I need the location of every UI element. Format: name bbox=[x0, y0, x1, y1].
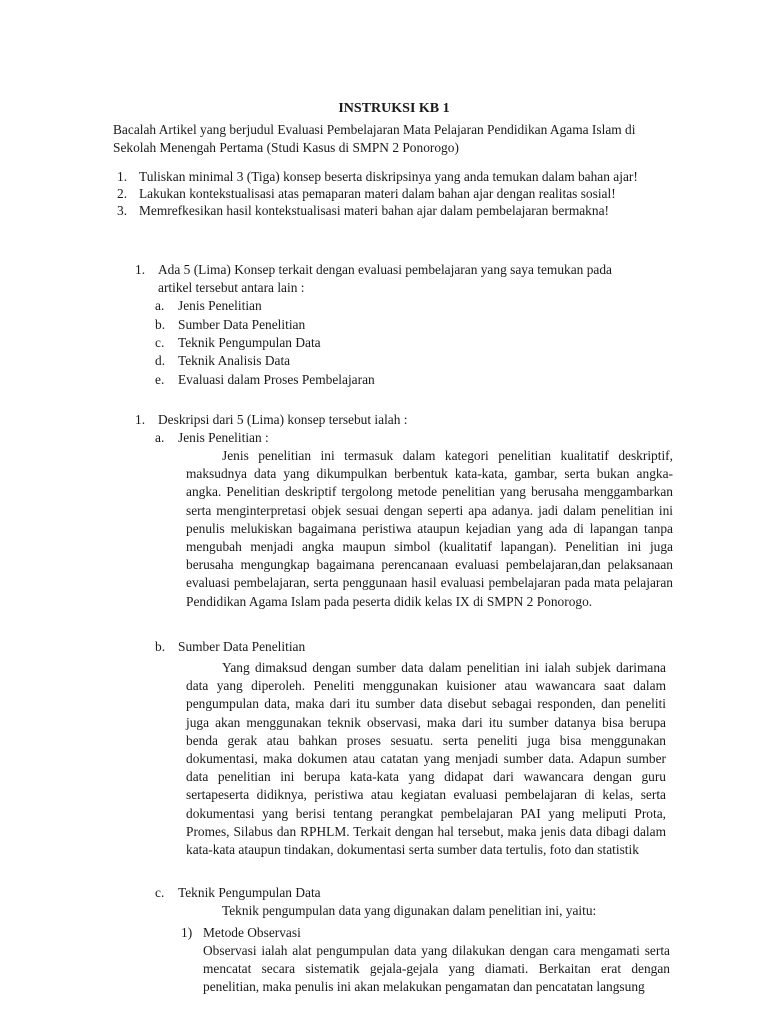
list-letter: e. bbox=[155, 372, 165, 387]
list-letter: b. bbox=[155, 317, 166, 332]
instruction-text: Memrefkesikan hasil kontekstualisasi materi bahan ajar dalam pembelajaran bermakna! bbox=[139, 203, 609, 218]
subsection-label: Jenis Penelitian : bbox=[178, 430, 269, 445]
subsection-label: Sumber Data Penelitian bbox=[178, 639, 306, 654]
section-heading: Deskripsi dari 5 (Lima) konsep tersebut ialah : bbox=[158, 412, 408, 427]
jenis-penelitian-paragraph: Jenis penelitian ini termasuk dalam kategori penelitian kualitatif deskriptif, maksudnya data yang dikumpulkan berbentuk kata-kata, gambar, serta bukan angka-angka. Penelitian deskriptif tergolong metode penelitian yang berusaha menggambarkan serta menginterpretasi objek sesuai dengan seperti apa adanya. jadi dalam penelitian ini penulis melukiskan bagaimana peristiwa ataupun kejadian yang ada di lapangan tanpa mengubah menjadi angka maupun simbol (kualitatif lapangan). Penelitian ini juga berusaha mengungkap bagaimana perencanaan evaluasi pembelajaran,dan pelaksanaan evaluasi pembelajaran, serta penggunaan hasil evaluasi pembelajaran pada mata pelajaran Pendidikan Agama Islam pada peserta didik kelas IX di SMPN 2 Ponorogo. bbox=[186, 448, 673, 609]
list-letter: c. bbox=[155, 885, 165, 900]
answer-number: 1. bbox=[135, 262, 146, 277]
sumber-data-paragraph: Yang dimaksud dengan sumber data dalam penelitian ini ialah subjek darimana data yang diperoleh. Peneliti menggunakan kuisioner atau wawancara saat dalam pengumpulan data, maka dari itu sumber data disebut sebagai responden, dan peneliti juga akan menggunakan teknik observasi, maka dari itu sumber datanya bisa berupa benda gerak atau bahkan proses sesuatu. serta peneliti juga bisa menggunakan dokumentasi, maka dokumen atau catatan yang menjadi sumber data. Adapun sumber data penelitian ini berupa kata-kata yang didapat dari wawancara dengan guru sertapeserta didiknya, peristiwa atau kegiatan evaluasi pembelajaran di kelas, serta dokumentasi yang berisi tentang perangkat pembelajaran PAI yang meliputi Prota, Promes, Silabus dan RPHLM. Terkait dengan hal tersebut, maka jenis data dibagi dalam kata-kata ataupun tindakan, dokumentasi serta sumber data tertulis, foto dan statistik bbox=[186, 660, 666, 858]
answer-text-line: Ada 5 (Lima) Konsep terkait dengan evaluasi pembelajaran yang saya temukan pada bbox=[158, 262, 612, 277]
instruction-number: 1. bbox=[117, 169, 128, 184]
answer-number: 1. bbox=[135, 412, 146, 427]
instruction-number: 3. bbox=[117, 203, 128, 218]
list-letter: d. bbox=[155, 353, 166, 368]
instruction-number: 2. bbox=[117, 186, 128, 201]
instruction-text: Lakukan kontekstualisasi atas pemaparan materi dalam bahan ajar dengan realitas sosial! bbox=[139, 186, 616, 201]
list-letter: a. bbox=[155, 430, 165, 445]
subsection-label: Teknik Pengumpulan Data bbox=[178, 885, 321, 900]
list-letter: b. bbox=[155, 639, 166, 654]
sub-label: Metode Observasi bbox=[203, 925, 301, 940]
answer-text-line: artikel tersebut antara lain : bbox=[158, 280, 305, 295]
list-item: Teknik Pengumpulan Data bbox=[178, 335, 321, 350]
list-item: Sumber Data Penelitian bbox=[178, 317, 306, 332]
sub-number: 1) bbox=[181, 925, 193, 940]
observasi-paragraph: Observasi ialah alat pengumpulan data yang dilakukan dengan cara mengamati serta mencatat secara sistematik gejala-gejala yang diamati. Berkaitan erat dengan penelitian, maka penulis ini akan melakukan pengamatan dan pencatatan langsung bbox=[203, 943, 670, 995]
page-title: INSTRUKSI KB 1 bbox=[338, 101, 450, 116]
list-letter: a. bbox=[155, 298, 165, 313]
list-item: Teknik Analisis Data bbox=[178, 353, 291, 368]
list-letter: c. bbox=[155, 335, 165, 350]
instruction-text: Tuliskan minimal 3 (Tiga) konsep beserta diskripsinya yang anda temukan dalam bahan ajar! bbox=[139, 169, 638, 184]
list-item: Jenis Penelitian bbox=[178, 298, 262, 313]
intro-paragraph: Bacalah Artikel yang berjudul Evaluasi Pembelajaran Mata Pelajaran Pendidikan Agama Islam di Sekolah Menengah Pertama (Studi Kasus di SMPN 2 Ponorogo) bbox=[113, 122, 636, 156]
subsection-intro: Teknik pengumpulan data yang digunakan dalam penelitian ini, yaitu: bbox=[222, 903, 597, 918]
list-item: Evaluasi dalam Proses Pembelajaran bbox=[178, 372, 375, 387]
